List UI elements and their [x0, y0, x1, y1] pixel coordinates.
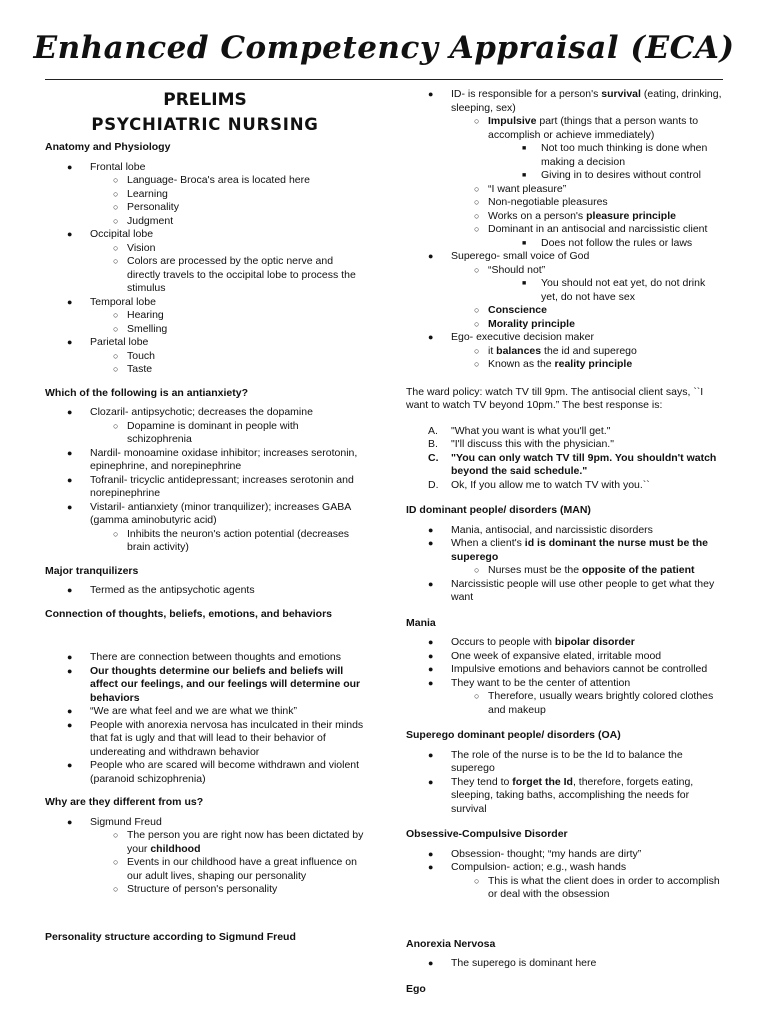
anatomy-list — [45, 161, 365, 377]
list-item: ○ Learning — [113, 187, 168, 200]
list-item: ● Our thoughts determine our beliefs and beliefs will affect our feelings, and our feelings will determine our behaviors — [67, 664, 361, 704]
list-item: ● They tend to forget the Id, therefore, forgets eating, sleeping, taking baths, accomplishing the needs for survival — [428, 775, 694, 815]
list-item: ● Mania, antisocial, and narcissistic disorders — [428, 523, 653, 536]
list-item: ● People with anorexia nervosa has inculcated in their minds that fat is ugly and that will lead to their behavior of undereating and withdrawn behavior — [67, 718, 364, 758]
list-item: ○ Dopamine is dominant in people with schizophrenia — [113, 419, 299, 445]
list-item: ○ Vision — [113, 241, 156, 254]
list-item: ○ Impulsive part (things that a person wants to accomplish or achieve immediately) — [474, 115, 699, 141]
list-item: ● Clozaril- antipsychotic; decreases the dopamine — [67, 406, 313, 418]
superego-dominant-list — [406, 749, 724, 817]
mania-heading: Mania — [406, 616, 436, 629]
list-item: ○ it balances the id and superego — [474, 344, 637, 357]
list-item: ● They want to be the center of attention — [428, 676, 631, 689]
list-item: ○ This is what the client does in order to accomplish or deal with the obsession — [474, 874, 720, 900]
list-item: ● Occurs to people with bipolar disorder — [428, 636, 635, 648]
personality-list — [406, 88, 724, 372]
list-item: ■ You should not eat yet, do not drink yet, do not have sex — [522, 277, 706, 303]
list-item: ○ Personality — [113, 201, 179, 213]
list-item: ● Frontal lobe — [67, 160, 146, 173]
different-heading: Why are they different from us? — [45, 796, 204, 808]
antianxiety-list — [45, 406, 365, 555]
list-item: ● Temporal lobe — [67, 295, 156, 308]
freud-list — [45, 816, 365, 897]
list-item: ● Nardil- monoamine oxidase inhibitor; increases serotonin, epinephrine, and norepinephrine — [67, 446, 358, 472]
left-column — [45, 88, 365, 950]
prelims-heading: PRELIMS — [163, 90, 247, 110]
list-item: ● “We are what feel and we are what we think” — [67, 705, 297, 717]
mania-list — [406, 636, 724, 717]
list-item: ● ID- is responsible for a person's survival (eating, drinking, sleeping, sex) — [428, 88, 722, 114]
list-item: ● Narcissistic people will use other people to get what they want — [428, 577, 715, 603]
list-item: ○ “I want pleasure” — [474, 182, 567, 195]
list-item: ● Vistaril- antianxiety (minor tranquilizer); increases GABA (gamma aminobutyric acid) — [67, 500, 351, 526]
list-item: ○ Smelling — [113, 322, 168, 335]
list-item: ○ Taste — [113, 363, 153, 375]
structure-heading: Personality structure according to Sigmund Freud — [45, 930, 296, 943]
antianxiety-heading: Which of the following is an antianxiety? — [45, 386, 249, 399]
anatomy-heading: Anatomy and Physiology — [45, 141, 171, 153]
option-d: D. Ok, If you allow me to watch TV with you.`` — [428, 478, 650, 491]
anorexia-list — [406, 957, 724, 971]
list-item: ○ Nurses must be the opposite of the patient — [474, 564, 695, 576]
list-item: ○ Language- Broca's area is located here — [113, 174, 310, 186]
list-item: ■ Does not follow the rules or laws — [522, 236, 693, 249]
title-divider — [45, 79, 723, 80]
option-c: C. "You can only watch TV till 9pm. You shouldn't watch beyond the said schedule." — [428, 451, 717, 477]
list-item: ● The role of the nurse is to be the Id to balance the superego — [428, 748, 683, 774]
list-item: ○ Inhibits the neuron's action potential (decreases brain activity) — [113, 527, 350, 553]
list-item: ● Sigmund Freud — [67, 815, 162, 828]
tranquilizers-list — [45, 584, 365, 598]
ocd-heading: Obsessive-Compulsive Disorder — [406, 828, 568, 840]
list-item: ● The superego is dominant here — [428, 957, 597, 969]
list-item: ● One week of expansive elated, irritable mood — [428, 649, 662, 662]
ego-heading: Ego — [406, 982, 426, 995]
list-item: ● People who are scared will become withdrawn and violent (paranoid schizophrenia) — [67, 759, 360, 785]
list-item: ● Obsession- thought; “my hands are dirty” — [428, 847, 642, 860]
list-item: ● When a client's id is dominant the nurse must be the superego — [428, 537, 708, 563]
list-item: ● There are connection between thoughts and emotions — [67, 651, 342, 663]
list-item: ○ Colors are processed by the optic nerve and directly travels to the occipital lobe to process the stimulus — [113, 255, 356, 294]
list-item: ○ Conscience — [474, 304, 547, 316]
list-item: ● Superego- small voice of God — [428, 250, 590, 262]
connection-heading: Connection of thoughts, beliefs, emotions, and behaviors — [45, 607, 333, 620]
list-item: ○ Events in our childhood have a great influence on our adult lives, shaping our personality — [113, 856, 357, 882]
connection-list — [45, 651, 365, 786]
list-item: ○ Works on a person's pleasure principle — [474, 209, 676, 222]
list-item: ● Parietal lobe — [67, 336, 149, 348]
list-item: ● Impulsive emotions and behaviors cannot be controlled — [428, 663, 708, 675]
list-item: ○ Touch — [113, 349, 156, 362]
list-item: ○ Dominant in an antisocial and narcissistic client — [474, 223, 708, 235]
subject-heading: PSYCHIATRIC NURSING — [91, 114, 319, 134]
ocd-list — [406, 848, 724, 902]
tranquilizers-heading: Major tranquilizers — [45, 564, 139, 577]
list-item: ○ The person you are right now has been dictated by your childhood — [113, 829, 364, 855]
list-item: ○ Non-negotiable pleasures — [474, 196, 608, 208]
list-item: ■ Not too much thinking is done when making a decision — [522, 142, 708, 168]
list-item: ○ “Should not” — [474, 263, 546, 276]
list-item: ● Occipital lobe — [67, 228, 154, 240]
list-item: ● Tofranil- tricyclic antidepressant; increases serotonin and norepinephrine — [67, 473, 354, 499]
id-dominant-list — [406, 524, 724, 605]
anorexia-heading: Anorexia Nervosa — [406, 937, 496, 950]
list-item: ○ Therefore, usually wears brightly colored clothes and makeup — [474, 690, 714, 716]
ward-question: The ward policy: watch TV till 9pm. The antisocial client says, ``I want to watch TV beyond 10pm.” The best response is: — [406, 385, 704, 411]
list-item: ○ Morality principle — [474, 317, 575, 330]
list-item: ○ Hearing — [113, 309, 164, 321]
id-dominant-heading: ID dominant people/ disorders (MAN) — [406, 504, 591, 516]
list-item: ○ Known as the reality principle — [474, 358, 633, 370]
right-column — [406, 88, 724, 1002]
list-item: ● Termed as the antipsychotic agents — [67, 584, 255, 596]
option-b: B. "I'll discuss this with the physician." — [428, 438, 614, 450]
document-title: Enhanced Competency Appraisal (ECA) — [33, 30, 735, 66]
list-item: ○ Judgment — [113, 214, 174, 227]
answer-options — [406, 425, 724, 493]
list-item: ○ Structure of person's personality — [113, 883, 278, 895]
superego-dominant-heading: Superego dominant people/ disorders (OA) — [406, 729, 621, 741]
list-item: ● Ego- executive decision maker — [428, 331, 594, 343]
list-item: ■ Giving in to desires without control — [522, 169, 701, 181]
option-a: A. "What you want is what you'll get." — [428, 424, 611, 437]
list-item: ● Compulsion- action; e.g., wash hands — [428, 861, 627, 873]
